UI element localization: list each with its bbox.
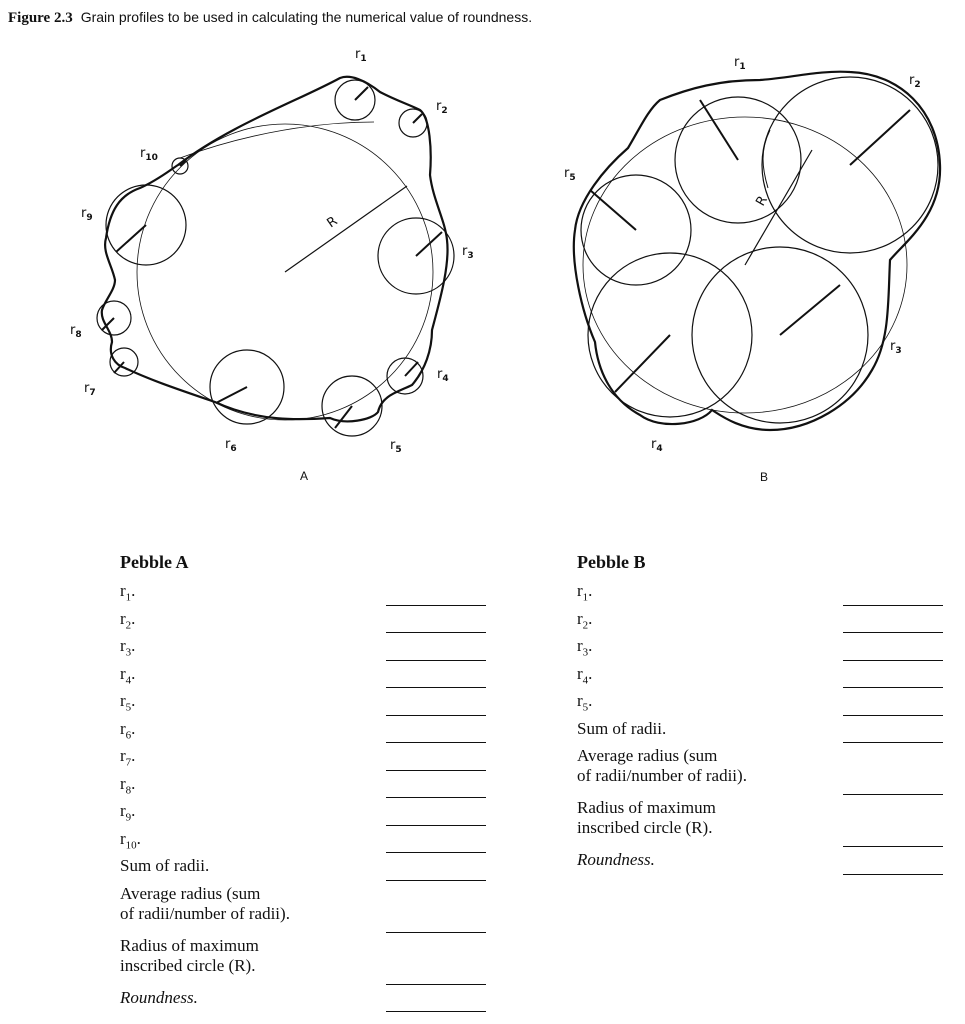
pebble-b-radius-symbol: r [577,636,583,655]
pebble-a-radius-row [120,581,486,609]
pebble-a-max-row [120,936,486,988]
pebble-a-radius-blank[interactable] [386,825,486,826]
pebble-a-radius-label [120,581,486,603]
pebble-a-radius-suffix: . [131,746,136,765]
pebble-a-radius-symbol: r [120,746,126,765]
pebble-b-radius-row [577,581,943,609]
pebble-a-roundness-label: Roundness. [120,987,198,1007]
pebble-a-radius-subscript: 10 [125,838,137,851]
pebble-a-radius-symbol: r [120,828,126,848]
pebble-a-radius-symbol: r [120,691,126,710]
pebble-a-radius-label [120,719,486,741]
pebble-b-radius-row [577,609,943,637]
label-a-R: R [324,213,341,232]
pebble-a-radius-row [120,746,486,774]
pebble-b-radius-blank[interactable] [843,687,943,688]
pebble-a-radius-blank[interactable] [386,660,486,661]
pebble-a-radius-label [120,746,486,768]
pebble-a-radius-blank[interactable] [386,687,486,688]
figure-caption [8,9,532,27]
pebble-b-avg-label-1: Average radius (sum [577,746,718,765]
label-b-r3: $r_3$ [890,339,902,356]
pebble-a-radius-suffix: . [131,691,136,710]
label-a-r3-sub: 3 [467,251,474,261]
label-b-r2: $r_2$ [909,73,921,90]
pebble-a-avg-blank[interactable] [386,932,486,933]
pebble-a-radius-subscript: 7 [125,756,132,769]
label-a-r4: $r_4$ [437,367,449,384]
pebble-a-radius-blank[interactable] [386,797,486,798]
pebble-a-avg-row [120,884,486,936]
pebble-b-avg-row [577,746,943,798]
pebble-b-radius-symbol: r [577,663,583,683]
pebble-a-radius-blank[interactable] [386,715,486,716]
pebble-b-roundness-row [577,850,943,878]
pebble-b-radius-blank[interactable] [843,632,943,633]
pebble-a-radius-symbol: r [120,608,126,628]
pebble-a-radius-symbol: r [120,801,126,820]
figure-label-b: B [760,470,769,484]
label-a-r1-sub: 1 [360,54,367,64]
pebble-b-radius-suffix: . [588,663,593,683]
label-a-r9: $r_9$ [81,206,93,223]
pebble-a-radius-subscript: 5 [125,701,132,714]
label-a-r4-sub: 4 [442,374,449,384]
label-b-R: R [753,193,771,209]
pebble-b-max-blank[interactable] [843,846,943,847]
pebble-a-max-blank[interactable] [386,984,486,985]
pebble-b-sum-label: Sum of radii. [577,718,667,738]
pebble-b-sum-row [577,719,943,747]
pebble-a-radius-label [120,636,486,658]
pebble-a-radius-subscript: 8 [125,783,132,796]
pebble-a-radius-label [120,691,486,713]
label-a-r8: $r_8$ [70,323,82,340]
pebble-b-radius-row [577,691,943,719]
pebble-a-radius-row [120,609,486,637]
pebble-b-worksheet [577,552,943,878]
label-b-r1-sub: 1 [739,62,746,72]
pebble-a-radius-symbol: r [120,718,126,738]
pebble-a-radius-suffix: . [131,801,136,820]
pebble-a-radius-suffix: . [131,663,136,683]
pebble-a-radius-subscript: 3 [125,646,132,659]
pebble-b-title: Pebble B [577,552,646,572]
pebble-b-radius-label [577,664,943,686]
pebble-b-radius-symbol: r [577,691,583,710]
pebble-b-roundness-label: Roundness. [577,850,655,869]
label-a-r5-sub: 5 [395,445,402,455]
label-a-r2: $r_2$ [436,99,448,116]
pebble-a-radius-row [120,774,486,802]
label-b-r5-sub: 5 [569,173,576,183]
label-a-r8-sub: 8 [75,330,82,340]
pebble-b-radius-suffix: . [588,691,593,710]
pebble-a-radius-blank[interactable] [386,605,486,606]
pebble-a-radius-symbol: r [120,663,126,683]
label-b-r1: $r_1$ [734,55,746,72]
figure-caption-text: Grain profiles to be used in calculating the numerical value of roundness. [80,9,533,25]
pebble-a-radius-suffix: . [131,773,136,793]
pebble-a-sum-row [120,856,486,884]
pebble-b-radius-label [577,581,943,603]
pebble-b-max-label-2: inscribed circle (R). [577,818,713,837]
pebble-a-radius-label [120,774,486,796]
pebble-a-radius-subscript: 4 [125,673,132,686]
label-a-r9-sub: 9 [86,213,93,223]
label-a-r3: $r_3$ [462,244,474,261]
figure-number: Figure 2.3 [8,10,73,26]
label-b-r5: $r_5$ [564,166,576,183]
pebble-b-radius-row [577,664,943,692]
pebble-b-radius-label [577,636,943,658]
pebble-b-radius-label [577,609,943,631]
pebble-a-roundness-blank[interactable] [386,1011,486,1012]
pebble-a-radius-row [120,719,486,747]
pebble-a-radius-blank[interactable] [386,852,486,853]
pebble-a-worksheet [120,552,486,1015]
label-a-r6: $r_6$ [225,437,237,454]
pebble-a-avg-label-2: of radii/number of radii). [120,903,290,923]
pebble-b-radius-subscript: 3 [582,646,589,659]
pebble-b-radius-subscript: 1 [582,591,589,604]
pebble-b-outline [574,72,940,430]
pebble-a-radius-symbol: r [120,773,126,793]
pebble-a-outline [102,77,448,422]
label-b-r4: $r_4$ [651,437,663,454]
pebble-a-radius-suffix: . [131,581,136,600]
pebble-a-radius-blank[interactable] [386,742,486,743]
pebble-a-radius-blank[interactable] [386,632,486,633]
pebble-a-radius-row [120,801,486,829]
pebble-b-radius-suffix: . [588,581,593,600]
pebble-a-radius-blank[interactable] [386,770,486,771]
pebble-a-radius-subscript: 2 [125,618,132,631]
pebble-a-radius-symbol: r [120,636,126,655]
label-a-r10-sub: 10 [145,153,158,163]
pebble-a-max-label-1: Radius of maximum [120,935,259,955]
pebble-a-radius-row [120,664,486,692]
pebble-b-radius-symbol: r [577,581,583,600]
pebble-b-max-row [577,798,943,850]
pebble-a-avg-label-1: Average radius (sum [120,883,261,903]
pebble-b-radius-subscript: 5 [582,701,589,714]
pebble-a-radius-symbol: r [120,581,126,600]
label-a-r1: $r_1$ [355,47,367,64]
pebble-a-sum-label: Sum of radii. [120,856,210,875]
pebble-b-sum-blank[interactable] [843,742,943,743]
pebble-a-radius-label [120,609,486,631]
label-a-r5: $r_5$ [390,438,402,455]
label-b-r3-sub: 3 [895,346,902,356]
pebble-a-radius-suffix: . [136,828,141,848]
pebble-b-avg-blank[interactable] [843,794,943,795]
pebble-b-radius-row [577,636,943,664]
label-a-r10: $r_{10}$ [140,146,158,163]
pebble-b-radius-suffix: . [588,636,593,655]
figure-label-a: A [300,469,309,483]
figure-labels [70,47,921,455]
pebble-b-avg-label-2: of radii/number of radii). [577,766,747,785]
pebble-a-radius-subscript: 6 [125,728,132,741]
pebble-a-radius-subscript: 1 [125,591,132,604]
pebble-b-radius-symbol: r [577,608,583,628]
pebble-a-radius-row [120,829,486,857]
pebble-a-roundness-row [120,988,486,1016]
pebble-b-roundness-blank[interactable] [843,874,943,875]
label-a-r6-sub: 6 [230,444,237,454]
pebble-a-radius-subscript: 9 [125,811,132,824]
label-a-r7: $r_7$ [84,381,96,398]
pebble-b-radius-suffix: . [588,608,593,628]
grain-profiles-figure [0,36,965,496]
label-b-r2-sub: 2 [914,80,921,90]
pebble-a-radius-label [120,664,486,686]
label-a-r7-sub: 7 [89,388,96,398]
pebble-a-radius-suffix: . [131,636,136,655]
pebble-a-radius-label [120,829,486,851]
pebble-b-radius-subscript: 4 [582,673,589,686]
pebble-a-radius-label [120,801,486,823]
pebble-a-radius-suffix: . [131,718,136,738]
pebble-b-radius-blank[interactable] [843,715,943,716]
pebble-b-radius-blank[interactable] [843,660,943,661]
pebble-a-radius-row [120,691,486,719]
label-b-r4-sub: 4 [656,444,663,454]
pebble-a-sum-blank[interactable] [386,880,486,881]
pebble-b-max-label-1: Radius of maximum [577,798,716,817]
pebble-b-radius-blank[interactable] [843,605,943,606]
label-a-r2-sub: 2 [441,106,448,116]
pebble-a-max-label-2: inscribed circle (R). [120,955,256,975]
pebble-a-radius-row [120,636,486,664]
pebble-a-radius-suffix: . [131,608,136,628]
pebble-b-radius-label [577,691,943,713]
pebble-a-title: Pebble A [120,552,189,572]
pebble-b-radius-subscript: 2 [582,618,589,631]
pebble-b-radius-R [745,150,812,265]
